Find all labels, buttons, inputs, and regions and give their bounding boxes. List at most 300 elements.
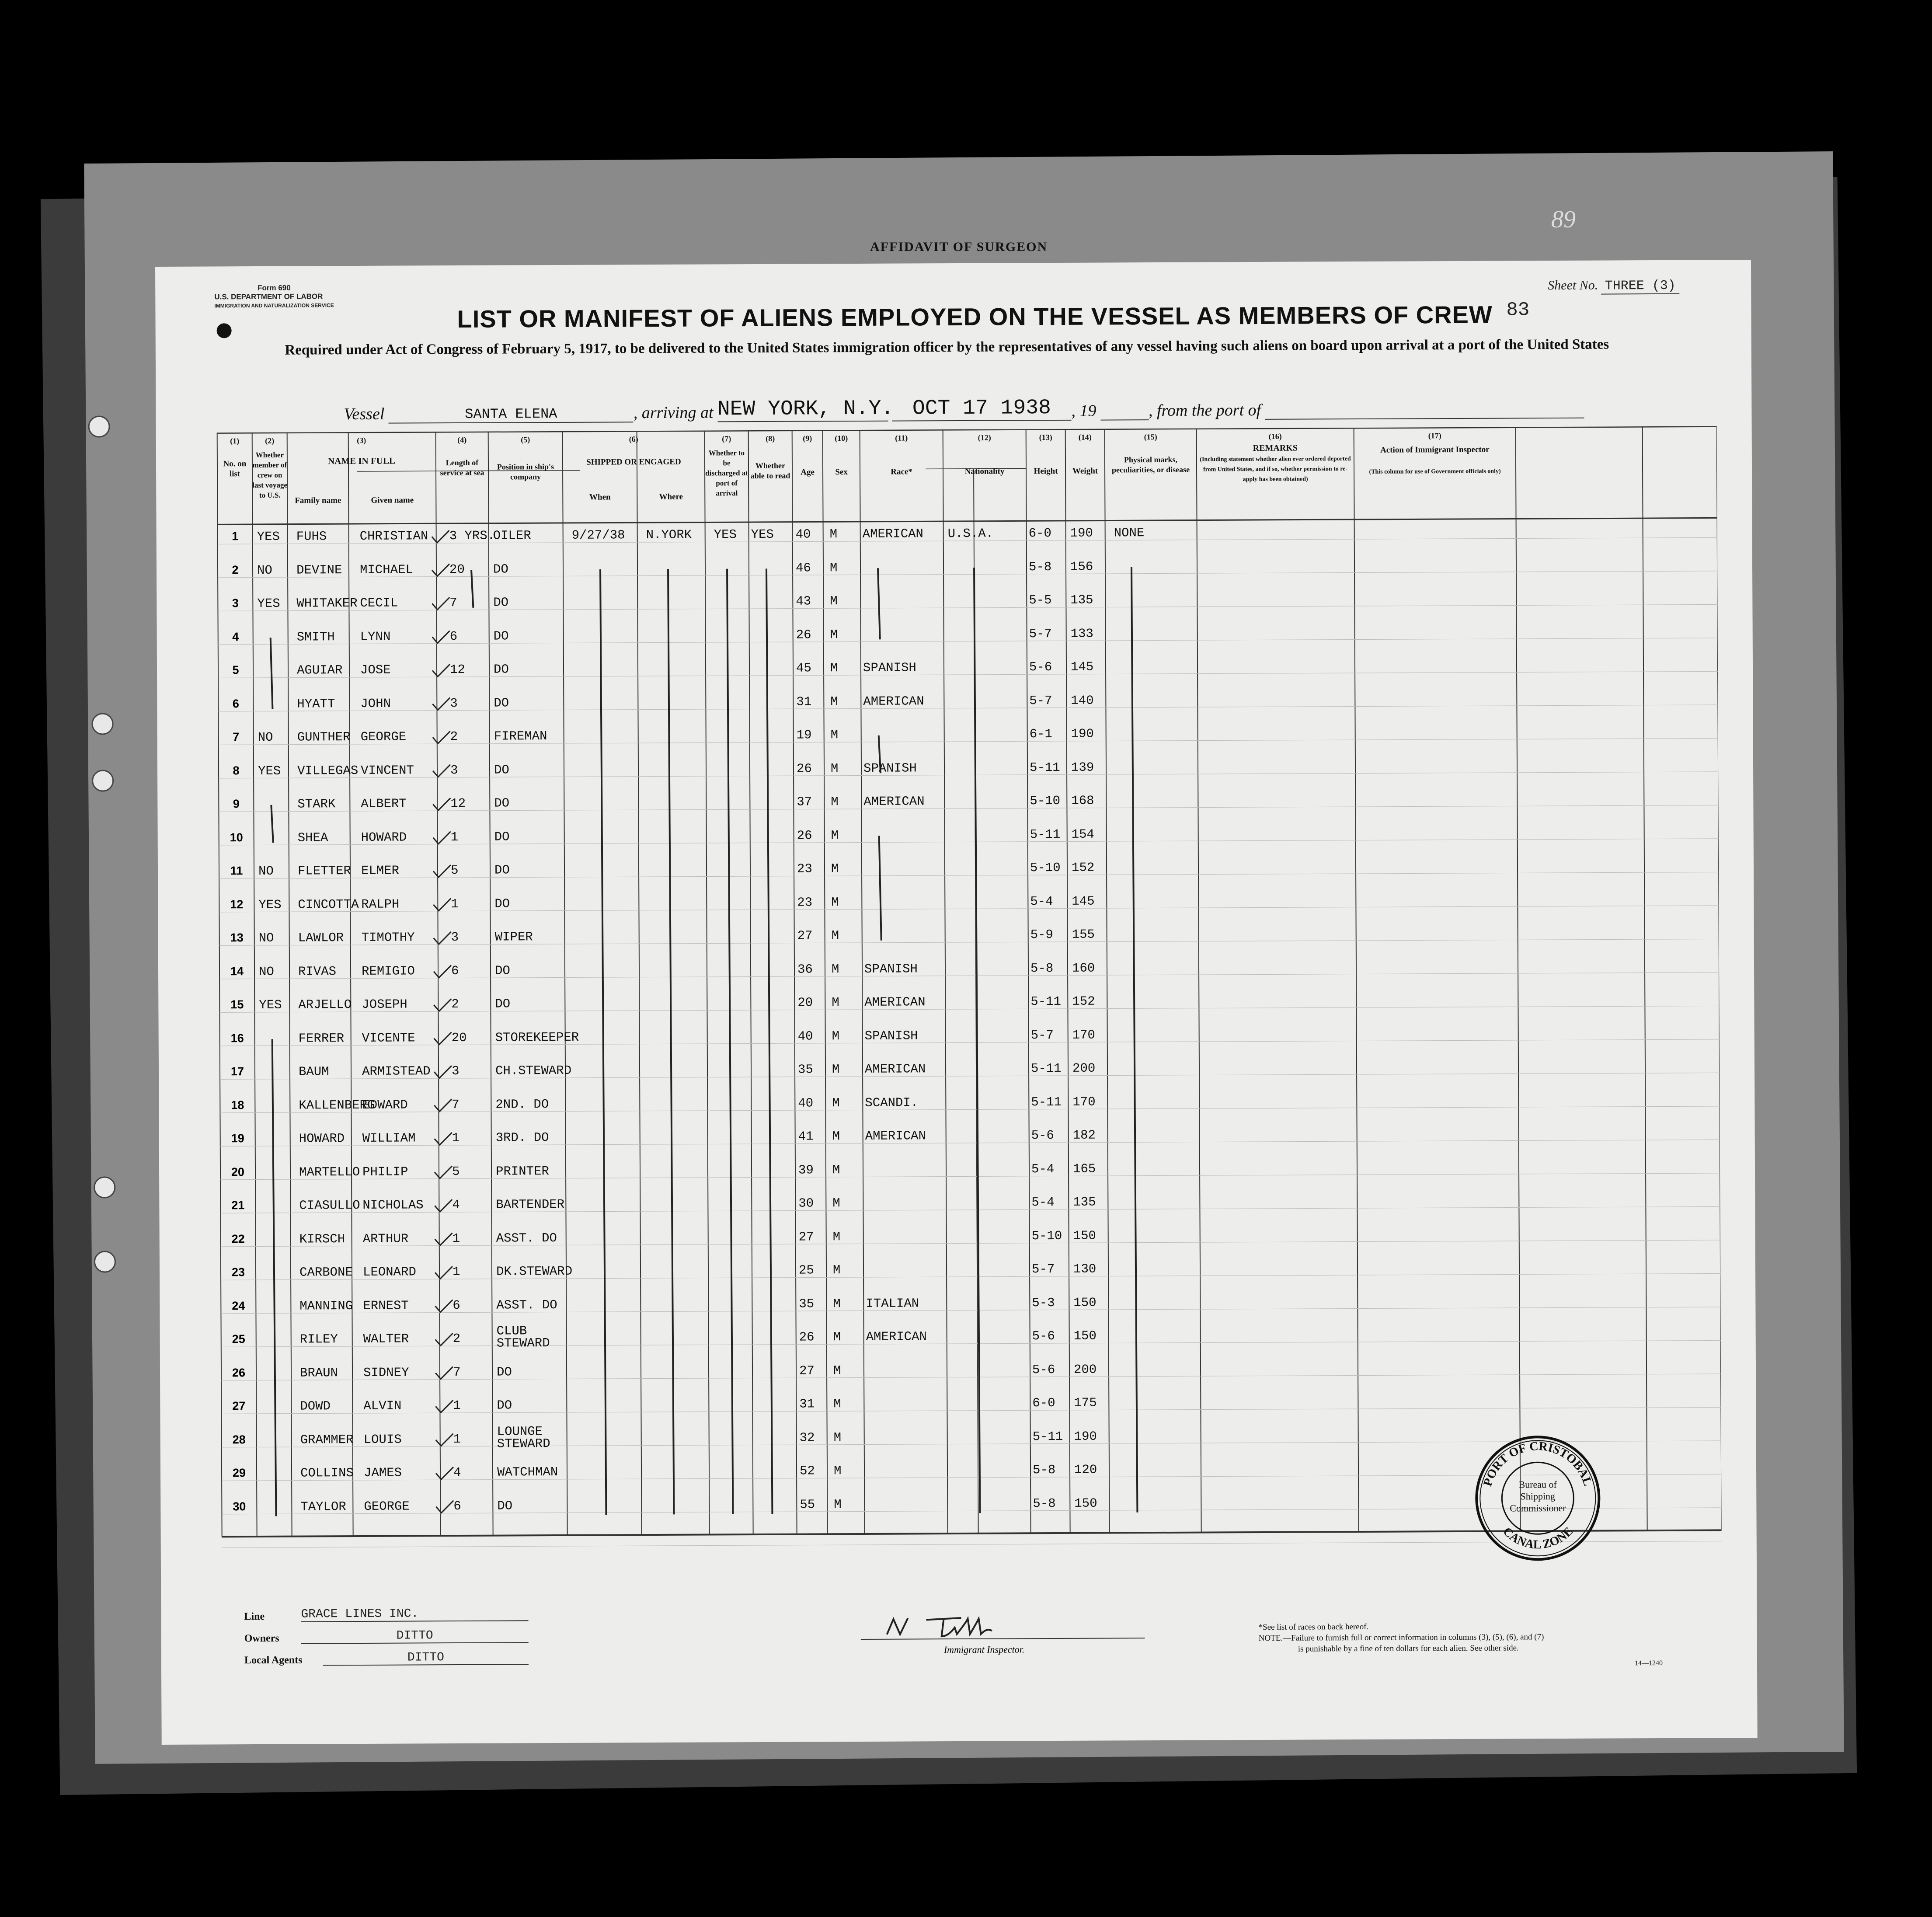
length-cell: 3 [450, 763, 458, 777]
row-rule [218, 604, 1717, 611]
column-number: (8) [766, 434, 775, 443]
family-name-cell: BAUM [298, 1064, 329, 1079]
header-remarks: REMARKS [1253, 443, 1298, 453]
punch-hole [94, 1251, 116, 1272]
sex-cell: M [833, 1430, 842, 1445]
ditto-mark [271, 805, 273, 843]
sex-cell: M [832, 1095, 840, 1110]
age-cell: 23 [797, 861, 812, 876]
weight-cell: 155 [1072, 927, 1095, 942]
sex-cell: M [831, 928, 839, 943]
row-rule [220, 1140, 1720, 1146]
check-mark [435, 1199, 452, 1212]
grid-line [860, 430, 865, 1534]
check-mark [433, 765, 450, 777]
given-name-cell: LEONARD [362, 1265, 416, 1279]
family-name-cell: BRAUN [299, 1365, 338, 1380]
grid-line [748, 430, 753, 1534]
punch-hole [91, 713, 113, 735]
row-number: 8 [233, 763, 240, 777]
family-name-cell: FERRER [298, 1031, 345, 1046]
row-rule [220, 1173, 1720, 1180]
row-number: 5 [232, 663, 239, 677]
given-name-cell: ARTHUR [362, 1231, 409, 1246]
row-rule [219, 1006, 1719, 1012]
ditto-mark [272, 1039, 276, 1516]
ditto-mark [727, 569, 733, 1514]
check-mark [432, 631, 450, 643]
family-name-cell: CINCOTTA [298, 897, 359, 912]
length-cell: 12 [450, 796, 466, 811]
height-cell: 5-6 [1029, 660, 1052, 675]
length-cell: 7 [452, 1097, 460, 1112]
header-discharged: Whether to be discharged at port of arrival [705, 449, 748, 498]
member-cell: YES [258, 897, 282, 912]
ditto-mark [878, 568, 880, 639]
given-name-cell: NICHOLAS [362, 1198, 424, 1213]
family-name-cell: SHEA [297, 830, 328, 845]
sex-cell: M [831, 828, 839, 843]
weight-cell: 135 [1070, 593, 1093, 607]
given-name-cell: TIMOTHY [361, 930, 415, 945]
length-cell: 1 [450, 830, 459, 844]
family-name-cell: FLETTER [297, 864, 351, 878]
line-label: Line [244, 1610, 265, 1623]
position-cell: DO [494, 963, 510, 978]
family-name-cell: LAWLOR [298, 931, 344, 945]
column-number: (7) [722, 434, 731, 443]
inspector-signature [860, 1609, 1145, 1645]
archive-number: 89 [1551, 206, 1576, 233]
row-number: 12 [230, 897, 244, 911]
member-cell: NO [258, 864, 274, 878]
column-number: (5) [521, 435, 530, 444]
check-mark [432, 530, 449, 543]
height-cell: 5-8 [1028, 559, 1052, 574]
given-name-cell: SIDNEY [363, 1365, 409, 1380]
position-cell: WATCHMAN [497, 1465, 558, 1480]
row-number: 11 [230, 864, 243, 878]
age-cell: 26 [799, 1330, 815, 1345]
row-rule [218, 671, 1718, 678]
year-label: , 19 [1071, 401, 1097, 420]
length-cell: 3 [451, 930, 459, 945]
grid-line [218, 518, 1717, 524]
column-number: (6) [629, 435, 638, 444]
height-cell: 5-8 [1033, 1496, 1056, 1511]
given-name-cell: CECIL [360, 596, 398, 610]
sex-cell: M [833, 1363, 841, 1378]
sex-cell: M [832, 1162, 840, 1177]
member-cell: YES [257, 529, 280, 544]
family-name-cell: RIVAS [298, 964, 337, 979]
race-cell: ITALIAN [866, 1296, 919, 1311]
length-cell: 7 [449, 595, 457, 610]
weight-cell: 165 [1072, 1161, 1096, 1176]
check-mark [432, 698, 450, 710]
sex-cell: M [830, 728, 839, 742]
member-cell: YES [259, 997, 282, 1012]
row-rule [219, 805, 1718, 812]
length-cell: 12 [449, 662, 465, 677]
page-title: LIST OR MANIFEST OF ALIENS EMPLOYED ON THE VESSEL AS MEMBERS OF CREW [457, 300, 1493, 333]
length-cell: 4 [452, 1197, 460, 1213]
age-cell: 32 [799, 1430, 815, 1445]
row-number: 13 [230, 931, 244, 945]
weight-cell: 152 [1071, 860, 1095, 875]
length-cell: 6 [451, 963, 459, 978]
age-cell: 23 [797, 895, 813, 910]
member-cell: YES [257, 596, 280, 611]
header-family-name: Family name [295, 496, 341, 505]
race-cell: AMERICAN [862, 526, 923, 541]
age-cell: 52 [799, 1464, 815, 1478]
shipped-where-cell: N.YORK [646, 527, 692, 543]
length-cell: 1 [453, 1432, 461, 1446]
position-cell: DO [494, 796, 510, 811]
check-mark [435, 1333, 453, 1345]
punch-mark [217, 323, 232, 338]
header-member: Whether member of crew on last voyage to U.S. [252, 450, 288, 499]
height-cell: 5-7 [1030, 1028, 1054, 1042]
given-name-cell: ARMISTEAD [362, 1064, 431, 1079]
header-position: Position in ship's company [497, 462, 554, 481]
column-number: (2) [265, 436, 275, 445]
length-cell: 20 [451, 1030, 467, 1045]
weight-cell: 135 [1073, 1195, 1096, 1209]
grid-line [637, 431, 642, 1535]
svg-text:CANAL ZONE [1500, 1524, 1576, 1552]
age-cell: 36 [797, 962, 813, 977]
sex-cell: M [829, 527, 838, 542]
family-name-cell: STARK [297, 797, 336, 812]
family-name-cell: DOWD [300, 1399, 331, 1414]
member-cell: NO [258, 730, 273, 745]
row-rule [218, 571, 1717, 578]
given-name-cell: REMIGIO [361, 963, 415, 979]
punch-hole [88, 415, 110, 437]
able-read-cell: YES [751, 527, 774, 542]
race-cell: AMERICAN [863, 694, 924, 709]
punch-hole [92, 770, 114, 791]
position-cell: PRINTER [495, 1164, 549, 1179]
given-name-cell: LOUIS [363, 1432, 402, 1447]
row-number: 28 [232, 1433, 246, 1446]
crew-table [187, 426, 1722, 1596]
weight-cell: 200 [1073, 1362, 1097, 1377]
given-name-cell: WALTER [363, 1331, 409, 1346]
header-where: Where [659, 492, 683, 502]
header-action-note: (This column for use of Government officials only) [1369, 468, 1501, 475]
height-cell: 5-11 [1030, 1061, 1062, 1076]
row-rule [220, 1206, 1720, 1213]
stamp-line: Commissioner [1510, 1502, 1566, 1514]
check-mark [434, 1099, 452, 1112]
row-rule [221, 1340, 1721, 1347]
row-rule [221, 1240, 1720, 1247]
stamp-ring-top: PORT OF CRISTOBAL [1481, 1439, 1595, 1488]
ditto-mark [1131, 567, 1137, 1513]
length-cell: 6 [453, 1298, 460, 1313]
height-cell: 5-10 [1030, 860, 1061, 875]
member-cell: NO [258, 931, 274, 945]
check-mark [433, 798, 450, 810]
family-name-cell: MANNING [299, 1298, 353, 1314]
family-name-cell: HYATT [297, 696, 335, 711]
table-grid-lines [187, 426, 1722, 1596]
age-cell: 27 [797, 928, 813, 943]
sex-cell: M [834, 1497, 842, 1512]
weight-cell: 182 [1072, 1128, 1096, 1143]
form-header [214, 283, 334, 310]
age-cell: 41 [798, 1129, 814, 1144]
family-name-cell: KALLENBERG [299, 1098, 375, 1113]
length-cell: 2 [451, 997, 459, 1012]
family-name-cell: COLLINS [300, 1466, 354, 1481]
form-code: 14—1240 [1634, 1659, 1663, 1667]
row-number: 19 [231, 1132, 244, 1145]
height-cell: 5-6 [1032, 1362, 1055, 1377]
given-name-cell: JAMES [363, 1465, 402, 1480]
grid-line [943, 429, 948, 1534]
race-cell: AMERICAN [863, 794, 925, 809]
weight-cell: 145 [1070, 659, 1094, 674]
ditto-mark [879, 836, 881, 941]
row-rule [219, 772, 1718, 778]
given-name-cell: JOSE [360, 662, 391, 677]
sex-cell: M [830, 694, 838, 709]
grid-line [823, 430, 828, 1534]
race-footnote: *See list of races on back hereof. [1258, 1622, 1369, 1632]
check-mark [436, 1434, 453, 1446]
position-cell: DO [497, 1498, 513, 1513]
row-number: 17 [230, 1065, 244, 1078]
weight-cell: 130 [1073, 1262, 1097, 1276]
length-cell: 3 [451, 1063, 460, 1079]
row-number: 16 [230, 1031, 244, 1045]
row-rule [221, 1374, 1721, 1380]
position-cell: 3RD. DO [495, 1130, 549, 1145]
age-cell: 26 [796, 761, 812, 776]
row-number: 27 [232, 1399, 246, 1413]
sex-cell: M [832, 995, 839, 1010]
weight-cell: 190 [1071, 726, 1094, 741]
weight-cell: 160 [1072, 961, 1095, 976]
family-name-cell: SMITH [296, 629, 335, 645]
column-number: (14) [1078, 432, 1092, 442]
sex-cell: M [831, 861, 839, 876]
check-mark [434, 932, 451, 944]
given-name-cell: HOWARD [361, 830, 407, 845]
agents-label: Local Agents [244, 1654, 303, 1666]
age-cell: 20 [797, 995, 813, 1010]
row-rule [219, 906, 1719, 912]
family-name-cell: FUHS [296, 529, 327, 544]
position-cell: FIREMAN [494, 729, 547, 744]
length-cell: 3 YRS. [449, 528, 495, 544]
grid-line [436, 432, 441, 1536]
given-name-cell: ELMER [361, 863, 400, 878]
weight-cell: 154 [1071, 827, 1094, 842]
row-rule [219, 972, 1719, 979]
ditto-mark [600, 569, 606, 1515]
row-number: 6 [232, 697, 239, 710]
sex-cell: M [830, 761, 839, 776]
row-number: 20 [231, 1165, 245, 1178]
length-cell: 1 [452, 1231, 460, 1246]
height-cell: 5-11 [1030, 827, 1061, 842]
row-number: 21 [231, 1199, 245, 1212]
length-cell: 7 [453, 1365, 461, 1380]
race-cell: AMERICAN [864, 995, 926, 1010]
given-name-cell: ERNEST [363, 1298, 409, 1313]
vessel-name: SANTA ELENA [389, 405, 634, 423]
weight-cell: 150 [1073, 1328, 1097, 1343]
height-cell: 5-11 [1030, 994, 1062, 1009]
weight-cell: 140 [1071, 693, 1094, 708]
grid-line [1197, 429, 1201, 1533]
length-cell: 5 [452, 1164, 460, 1179]
header-race: Race* [891, 467, 912, 477]
manifest-sheet [155, 260, 1758, 1745]
age-cell: 25 [798, 1263, 814, 1278]
height-cell: 5-7 [1029, 626, 1052, 641]
height-cell: 5-8 [1032, 1463, 1056, 1478]
punch-hole [94, 1176, 115, 1198]
header-when: When [589, 492, 611, 502]
weight-cell: 190 [1074, 1429, 1097, 1444]
row-number: 2 [232, 563, 239, 576]
header-no-on-list: No. on list [223, 459, 247, 479]
position-cell: 2ND. DO [495, 1097, 549, 1112]
column-number: (17) [1428, 431, 1441, 440]
weight-cell: 133 [1070, 626, 1093, 641]
sex-cell: M [829, 560, 838, 575]
vessel-label: Vessel [344, 404, 385, 424]
header-remarks-note: (Including statement whether alien ever ordered deported from United States, and if so, whether permission to re-apply has been obtained) [1200, 456, 1351, 483]
grid-line [1516, 427, 1521, 1531]
weight-cell: 150 [1073, 1295, 1097, 1310]
position-cell: WIPER [494, 930, 533, 945]
check-mark [433, 731, 450, 743]
column-number: (9) [803, 434, 812, 443]
given-name-cell: PHILIP [362, 1164, 408, 1179]
vessel-line [344, 394, 1584, 424]
given-name-cell: ALVIN [363, 1398, 402, 1413]
sex-cell: M [830, 627, 838, 642]
age-cell: 35 [799, 1296, 815, 1311]
race-cell: AMERICAN [864, 1062, 926, 1077]
position-cell: OILER [493, 528, 531, 543]
age-cell: 45 [796, 661, 811, 676]
nationality-cell: U.S.A. [947, 526, 994, 541]
race-cell: AMERICAN [866, 1329, 927, 1344]
ditto-mark [271, 638, 273, 709]
position-cell: DO [494, 695, 509, 711]
row-number: 14 [230, 964, 244, 978]
race-cell: SPANISH [863, 660, 916, 675]
sex-cell: M [830, 661, 838, 676]
length-cell: 1 [452, 1264, 460, 1279]
row-rule [221, 1307, 1720, 1314]
sex-cell: M [831, 795, 839, 809]
age-cell: 31 [796, 694, 812, 709]
given-name-cell: RALPH [361, 897, 400, 912]
header-height: Height [1034, 466, 1058, 476]
weight-cell: 170 [1072, 1028, 1095, 1042]
weight-cell: 168 [1071, 793, 1094, 808]
check-mark [432, 664, 450, 676]
column-number: (11) [895, 433, 908, 443]
line-value: GRACE LINES INC. [301, 1607, 528, 1622]
fine-note-continued: is punishable by a fine of ten dollars for each alien. See other side. [1298, 1643, 1519, 1654]
family-name-cell: GUNTHER [297, 730, 351, 745]
age-cell: 19 [796, 728, 812, 742]
family-name-cell: CIASULLO [299, 1198, 360, 1213]
given-name-cell: MICHAEL [359, 562, 413, 577]
given-name-cell: CHRISTIAN [359, 529, 428, 544]
check-mark [435, 1266, 453, 1279]
grid-line [1643, 426, 1647, 1530]
weight-cell: 170 [1072, 1094, 1096, 1109]
family-name-cell: ARJELLO [298, 997, 352, 1012]
given-name-cell: GEORGE [364, 1499, 410, 1514]
header-name-in-full: NAME IN FULL [327, 455, 395, 467]
row-number: 7 [233, 730, 240, 744]
family-name-cell: RILEY [299, 1332, 338, 1347]
header-physical: Physical marks, peculiarities, or disease [1111, 455, 1190, 474]
position-cell: DO [497, 1398, 512, 1413]
height-cell: 5-3 [1032, 1295, 1055, 1310]
sex-cell: M [832, 1062, 840, 1077]
row-rule [220, 1073, 1720, 1079]
sex-cell: M [832, 1229, 841, 1244]
position-cell: DO [493, 561, 508, 577]
height-cell: 5-11 [1032, 1429, 1063, 1444]
age-cell: 30 [798, 1196, 814, 1211]
ditto-mark [974, 568, 980, 1513]
shipped-when-cell: 9/27/38 [571, 528, 625, 543]
row-rule [219, 939, 1719, 945]
form-number: Form 690 [258, 283, 291, 292]
sex-cell: M [831, 962, 839, 976]
family-name-cell: CARBONE [299, 1265, 353, 1280]
stamp-ring-bottom: CANAL ZONE [1500, 1524, 1576, 1552]
header-action: Action of Immigrant Inspector [1380, 445, 1490, 455]
row-number: 3 [232, 596, 239, 610]
row-rule [219, 872, 1719, 878]
height-cell: 5-4 [1031, 1161, 1055, 1176]
height-cell: 5-6 [1032, 1329, 1055, 1344]
row-number: 26 [232, 1366, 246, 1379]
race-cell: AMERICAN [865, 1129, 926, 1143]
weight-cell: 120 [1074, 1462, 1097, 1477]
position-cell: DO [493, 595, 509, 610]
position-cell: DO [494, 896, 510, 911]
header-sex: Sex [835, 467, 848, 477]
weight-cell: 150 [1074, 1496, 1097, 1511]
sex-cell: M [833, 1296, 841, 1311]
row-rule [219, 839, 1719, 845]
ditto-mark [766, 568, 772, 1514]
given-name-cell: ALBERT [361, 796, 407, 811]
position-cell: DO [494, 863, 510, 878]
row-rule [221, 1407, 1721, 1414]
given-name-cell: JOHN [360, 696, 391, 711]
grid-line [705, 431, 710, 1535]
row-rule [218, 638, 1718, 645]
family-name-cell: KIRSCH [299, 1231, 345, 1247]
